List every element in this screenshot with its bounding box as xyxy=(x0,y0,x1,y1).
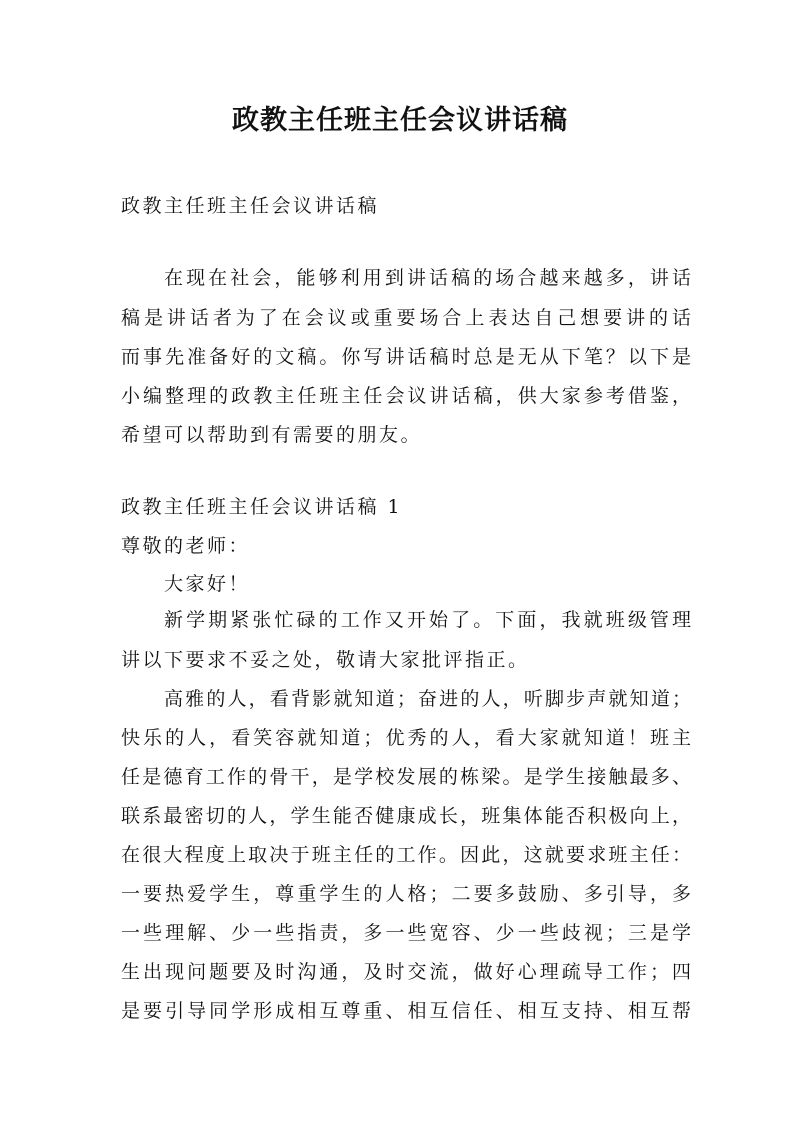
para2-line: 一要热爱学生，尊重学生的人格；二要多鼓励、多引导，多 xyxy=(121,883,691,905)
intro-line: 希望可以帮助到有需要的朋友。 xyxy=(121,424,423,446)
intro-line: 而事先准备好的文稿。你写讲话稿时总是无从下笔？以下是 xyxy=(121,346,691,368)
para2-line: 联系最密切的人，学生能否健康成长，班集体能否积极向上， xyxy=(121,805,691,827)
para1-line: 讲以下要求不妥之处，敬请大家批评指正。 xyxy=(121,649,530,671)
para2-line: 快乐的人，看笑容就知道；优秀的人，看大家就知道！班主 xyxy=(121,727,691,749)
para2-line: 生出现问题要及时沟通，及时交流，做好心理疏导工作；四 xyxy=(121,961,691,983)
greeting: 大家好！ xyxy=(164,573,251,595)
salutation: 尊敬的老师： xyxy=(121,535,251,557)
section-heading: 政教主任班主任会议讲话稿 1 xyxy=(121,496,403,518)
para2-line: 任是德育工作的骨干，是学校发展的栋梁。是学生接触最多、 xyxy=(121,766,691,788)
para2-line: 一些理解、少一些指责，多一些宽容、少一些歧视；三是学 xyxy=(121,922,691,944)
intro-line: 小编整理的政教主任班主任会议讲话稿，供大家参考借鉴， xyxy=(121,385,691,407)
intro-line: 在现在社会，能够利用到讲话稿的场合越来越多，讲话 xyxy=(164,267,691,289)
intro-line: 稿是讲话者为了在会议或重要场合上表达自己想要讲的话 xyxy=(121,307,691,329)
document-subtitle: 政教主任班主任会议讲话稿 xyxy=(121,195,380,217)
para2-line: 高雅的人，看背影就知道；奋进的人，听脚步声就知道； xyxy=(164,688,691,710)
para2-line: 在很大程度上取决于班主任的工作。因此，这就要求班主任： xyxy=(121,844,691,866)
para1-line: 新学期紧张忙碌的工作又开始了。下面，我就班级管理 xyxy=(164,609,691,631)
para2-line: 是要引导同学形成相互尊重、相互信任、相互支持、相互帮 xyxy=(121,1000,691,1022)
document-title: 政教主任班主任会议讲话稿 xyxy=(232,105,568,136)
